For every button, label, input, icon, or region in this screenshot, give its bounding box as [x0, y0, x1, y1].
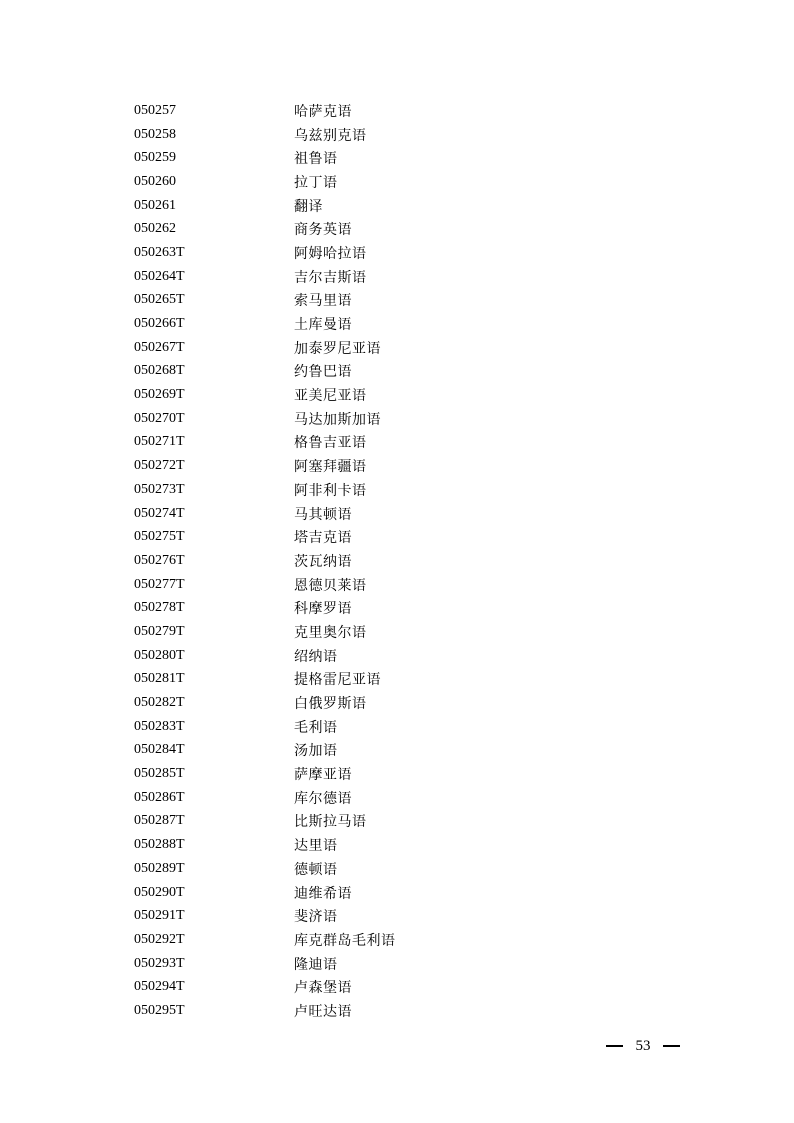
- major-name: 卢森堡语: [294, 980, 352, 997]
- major-code: 050263T: [134, 244, 185, 260]
- major-name: 乌兹别克语: [294, 127, 367, 144]
- major-row: [134, 833, 694, 857]
- major-row: [134, 146, 694, 170]
- major-code: 050271T: [134, 434, 185, 450]
- major-row: [134, 620, 694, 644]
- left-dash: [606, 1045, 623, 1047]
- major-name: 格鲁吉亚语: [294, 435, 367, 452]
- major-name: 白俄罗斯语: [294, 696, 367, 713]
- major-row: [134, 525, 694, 549]
- major-name: 祖鲁语: [294, 151, 338, 168]
- major-code: 050275T: [134, 529, 185, 545]
- major-name: 达里语: [294, 838, 338, 855]
- major-code: 050291T: [134, 908, 185, 924]
- major-name: 库克群岛毛利语: [294, 932, 396, 949]
- major-code: 050272T: [134, 458, 185, 474]
- major-code: 050276T: [134, 552, 185, 568]
- major-name: 翻译: [294, 198, 323, 215]
- major-code: 050277T: [134, 576, 185, 592]
- major-code: 050260: [134, 173, 176, 189]
- major-name: 绍纳语: [294, 648, 338, 665]
- major-name: 萨摩亚语: [294, 767, 352, 784]
- major-name: 亚美尼亚语: [294, 388, 367, 405]
- major-row: [134, 857, 694, 881]
- major-row: [134, 928, 694, 952]
- major-code: 050259: [134, 150, 176, 166]
- major-code: 050283T: [134, 718, 185, 734]
- major-name: 比斯拉马语: [294, 814, 367, 831]
- major-code: 050265T: [134, 292, 185, 308]
- major-row: [134, 904, 694, 928]
- major-row: [134, 312, 694, 336]
- major-name: 索马里语: [294, 293, 352, 310]
- major-code: 050278T: [134, 600, 185, 616]
- major-code: 050288T: [134, 837, 185, 853]
- major-row: [134, 810, 694, 834]
- major-code: 050281T: [134, 671, 185, 687]
- major-row: [134, 668, 694, 692]
- major-name: 科摩罗语: [294, 601, 352, 618]
- major-name: 库尔德语: [294, 790, 352, 807]
- major-name: 土库曼语: [294, 317, 352, 334]
- major-code: 050284T: [134, 742, 185, 758]
- major-name: 提格雷尼亚语: [294, 672, 381, 689]
- major-code: 050257: [134, 102, 176, 118]
- major-code: 050282T: [134, 695, 185, 711]
- major-name: 阿非利卡语: [294, 482, 367, 499]
- major-name: 哈萨克语: [294, 103, 352, 120]
- major-code: 050273T: [134, 481, 185, 497]
- major-row: [134, 644, 694, 668]
- major-row: [134, 360, 694, 384]
- major-name: 卢旺达语: [294, 1003, 352, 1020]
- major-row: [134, 383, 694, 407]
- major-row: [134, 549, 694, 573]
- major-name: 隆迪语: [294, 956, 338, 973]
- major-row: [134, 881, 694, 905]
- major-code: 050258: [134, 126, 176, 142]
- major-row: [134, 241, 694, 265]
- major-list: [134, 99, 694, 1023]
- major-code: 050290T: [134, 884, 185, 900]
- major-row: [134, 289, 694, 313]
- major-name: 迪维希语: [294, 885, 352, 902]
- right-dash: [663, 1045, 680, 1047]
- major-row: [134, 217, 694, 241]
- major-row: [134, 265, 694, 289]
- major-row: [134, 502, 694, 526]
- major-row: [134, 407, 694, 431]
- major-name: 拉丁语: [294, 174, 338, 191]
- major-row: [134, 573, 694, 597]
- major-name: 阿姆哈拉语: [294, 245, 367, 262]
- major-code: 050280T: [134, 647, 185, 663]
- major-code: 050279T: [134, 623, 185, 639]
- major-name: 马达加斯加语: [294, 411, 381, 428]
- major-row: [134, 478, 694, 502]
- major-row: [134, 336, 694, 360]
- major-row: [134, 454, 694, 478]
- major-name: 斐济语: [294, 909, 338, 926]
- major-name: 约鲁巴语: [294, 364, 352, 381]
- major-code: 050262: [134, 221, 176, 237]
- page-footer: [606, 1034, 680, 1058]
- major-row: [134, 596, 694, 620]
- major-code: 050287T: [134, 813, 185, 829]
- major-code: 050295T: [134, 1002, 185, 1018]
- major-code: 050267T: [134, 339, 185, 355]
- major-name: 马其顿语: [294, 506, 352, 523]
- major-name: 茨瓦纳语: [294, 553, 352, 570]
- major-code: 050261: [134, 197, 176, 213]
- major-name: 毛利语: [294, 719, 338, 736]
- major-code: 050274T: [134, 505, 185, 521]
- major-code: 050285T: [134, 766, 185, 782]
- major-row: [134, 762, 694, 786]
- major-name: 吉尔吉斯语: [294, 269, 367, 286]
- major-row: [134, 194, 694, 218]
- major-code: 050293T: [134, 955, 185, 971]
- major-name: 克里奥尔语: [294, 624, 367, 641]
- major-code: 050292T: [134, 931, 185, 947]
- major-row: [134, 99, 694, 123]
- major-code: 050286T: [134, 789, 185, 805]
- major-name: 加泰罗尼亚语: [294, 340, 381, 357]
- major-code: 050266T: [134, 316, 185, 332]
- major-row: [134, 975, 694, 999]
- major-name: 商务英语: [294, 222, 352, 239]
- major-row: [134, 123, 694, 147]
- major-name: 阿塞拜疆语: [294, 459, 367, 476]
- major-name: 塔吉克语: [294, 530, 352, 547]
- major-row: [134, 786, 694, 810]
- major-row: [134, 739, 694, 763]
- major-code: 050270T: [134, 410, 185, 426]
- major-code: 050269T: [134, 387, 185, 403]
- major-code: 050294T: [134, 979, 185, 995]
- major-row: [134, 999, 694, 1023]
- major-row: [134, 170, 694, 194]
- major-name: 德顿语: [294, 861, 338, 878]
- major-row: [134, 691, 694, 715]
- major-code: 050264T: [134, 268, 185, 284]
- major-row: [134, 715, 694, 739]
- page-number: 53: [635, 1037, 651, 1054]
- major-row: [134, 431, 694, 455]
- major-code: 050289T: [134, 860, 185, 876]
- major-name: 汤加语: [294, 743, 338, 760]
- major-code: 050268T: [134, 363, 185, 379]
- major-name: 恩德贝莱语: [294, 577, 367, 594]
- major-row: [134, 952, 694, 976]
